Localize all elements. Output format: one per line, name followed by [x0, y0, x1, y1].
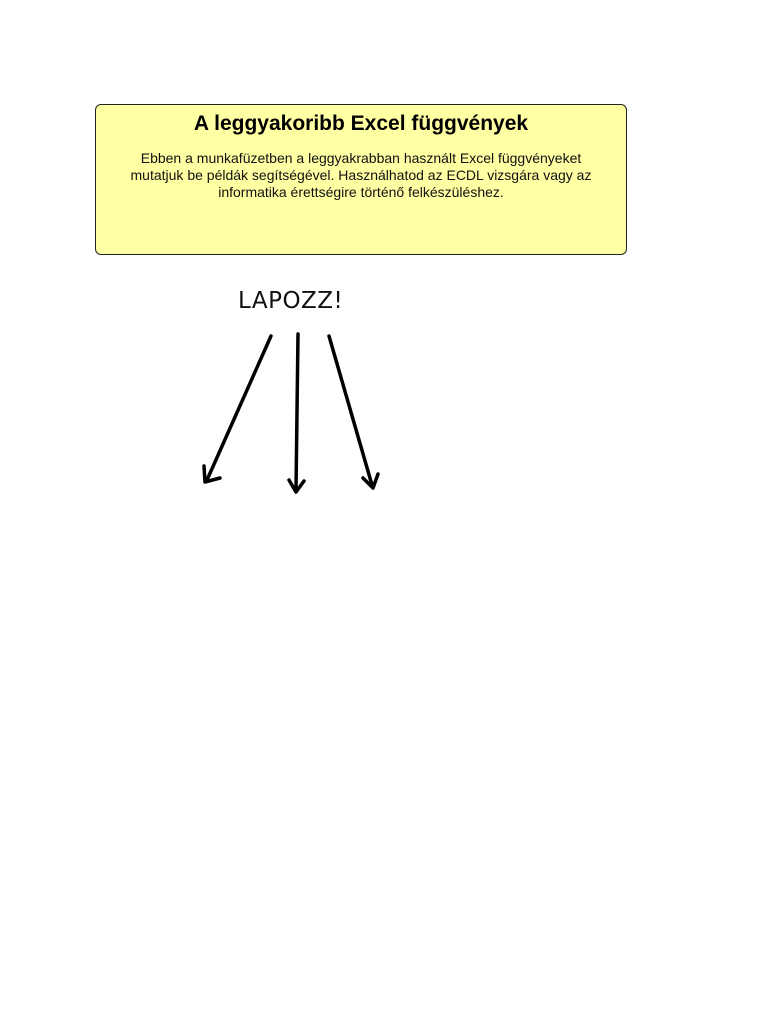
scroll-hint-label: LAPOZZ!: [238, 288, 344, 314]
description-line: mutatjuk be példák segítségével. Használhatod az ECDL vizsgára vagy az: [130, 167, 592, 183]
box-title: A leggyakoribb Excel függvények: [193, 112, 529, 135]
arrow-down-icon: [289, 334, 304, 492]
arrow-down-icon: [204, 336, 271, 482]
description-line: informatika érettségire történő felkészüléshez.: [218, 184, 504, 200]
description-line: Ebben a munkafüzetben a leggyakrabban használt Excel függvényeket: [140, 150, 582, 166]
arrow-down-icon: [329, 336, 378, 488]
